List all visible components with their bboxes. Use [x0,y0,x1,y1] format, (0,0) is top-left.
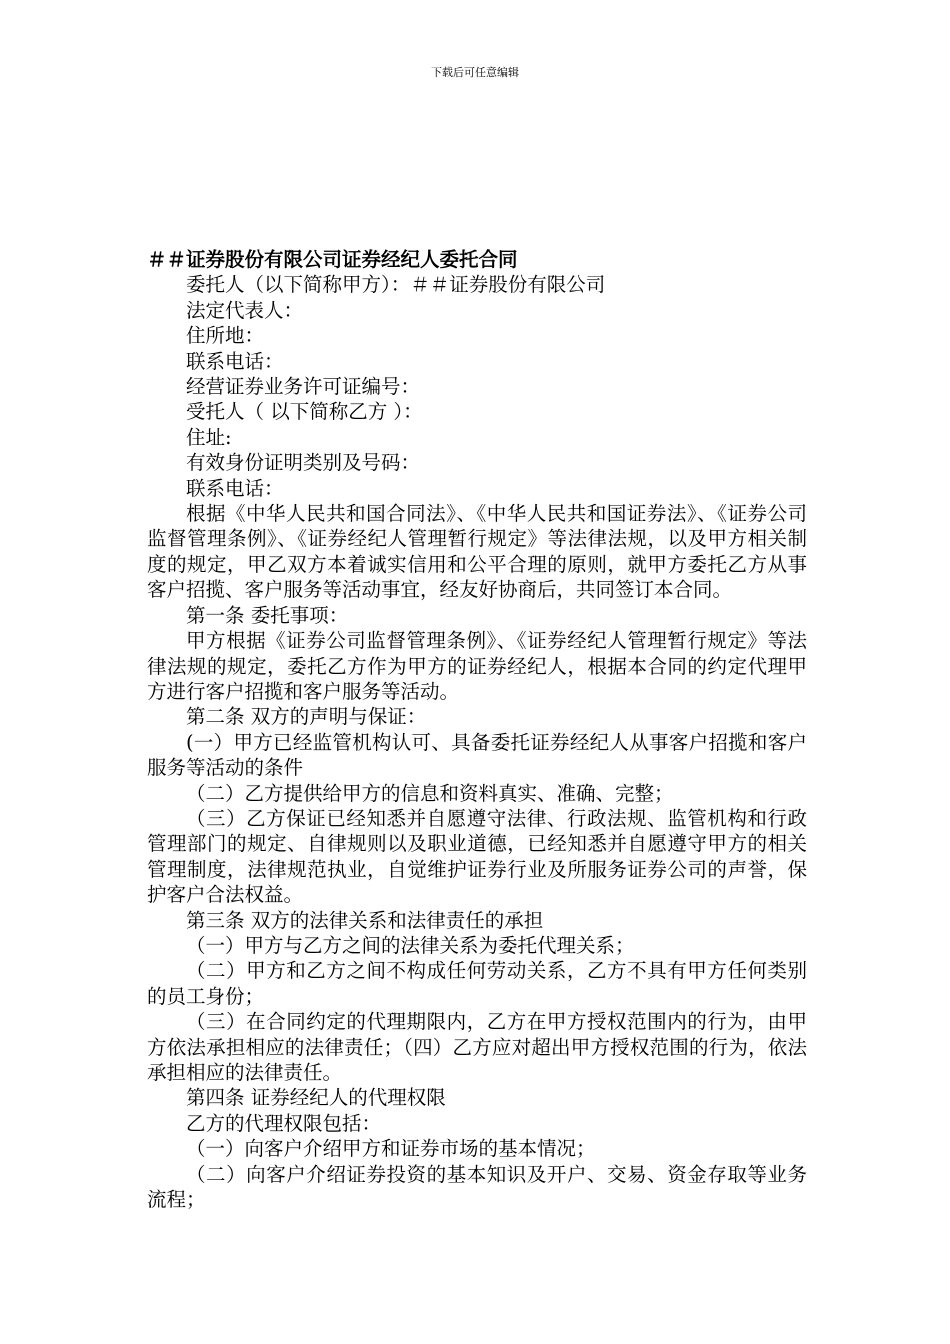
paragraph: 经营证券业务许可证编号： [186,375,421,399]
paragraph: 受托人（ 以下简称乙方 ）： [186,400,423,424]
paragraph: （二）向客户介绍证券投资的基本知识及开户、交易、资金存取等业务流程； [147,1162,807,1212]
paragraph: （一）甲方与乙方之间的法律关系为委托代理关系； [186,933,635,957]
document-body [147,247,807,1212]
paragraph: 住所地： [186,324,265,348]
article-heading: 第一条 委托事项： [186,603,349,627]
paragraph: 联系电话： [186,476,284,500]
paragraph: （三）在合同约定的代理期限内，乙方在甲方授权范围内的行为，由甲方依法承担相应的法律责任；（四）乙方应对超出甲方授权范围的行为，依法承担相应的法律责任。 [147,1010,807,1084]
header-note: 下载后可任意编辑 [431,66,519,79]
paragraph: 联系电话： [186,349,284,373]
paragraph: （二）乙方提供给甲方的信息和资料真实、准确、完整； [186,781,674,805]
paragraph: 甲方根据《证券公司监督管理条例》、《证券经纪人管理暂行规定》等法律法规的规定，委托乙方作为甲方的证券经纪人，根据本合同的约定代理甲方进行客户招揽和客户服务等活动。 [147,629,807,703]
paragraph: （一）向客户介绍甲方和证券市场的基本情况； [186,1137,596,1161]
paragraph: 乙方的代理权限包括： [186,1111,382,1135]
article-heading: 第四条 证券经纪人的代理权限 [186,1086,446,1110]
paragraph: (一）甲方已经监管机构认可、具备委托证券经纪人从事客户招揽和客户服务等活动的条件 [147,730,807,780]
paragraph: （二）甲方和乙方之间不构成任何劳动关系，乙方不具有甲方任何类别的员工身份； [147,959,807,1008]
document-title: ＃＃证券股份有限公司证券经纪人委托合同 [147,248,518,271]
paragraph: 法定代表人： [186,298,304,322]
paragraph: （三）乙方保证已经知悉并自愿遵守法律、行政法规、监管机构和行政管理部门的规定、自律规则以及职业道德，已经知悉并自愿遵守甲方的相关管理制度，法律规范执业，自觉维护证券行业及所服务证券公司的声誉，保护客户合法权益。 [147,806,807,907]
paragraph: 根据《中华人民共和国合同法》、《中华人民共和国证券法》、《证券公司监督管理条例》、《证券经纪人管理暂行规定》等法律法规，以及甲方相关制度的规定，甲乙双方本着诚实信用和公平合理的原则，就甲方委托乙方从事客户招揽、客户服务等活动事宜，经友好协商后，共同签订本合同。 [147,502,807,602]
article-heading: 第二条 双方的声明与保证： [186,705,427,729]
paragraph: 有效身份证明类别及号码： [186,451,421,475]
article-heading: 第三条 双方的法律关系和法律责任的承担 [186,908,544,932]
paragraph: 委托人（以下简称甲方）：＃＃证券股份有限公司 [186,273,606,297]
paragraph: 住址: [186,425,232,449]
